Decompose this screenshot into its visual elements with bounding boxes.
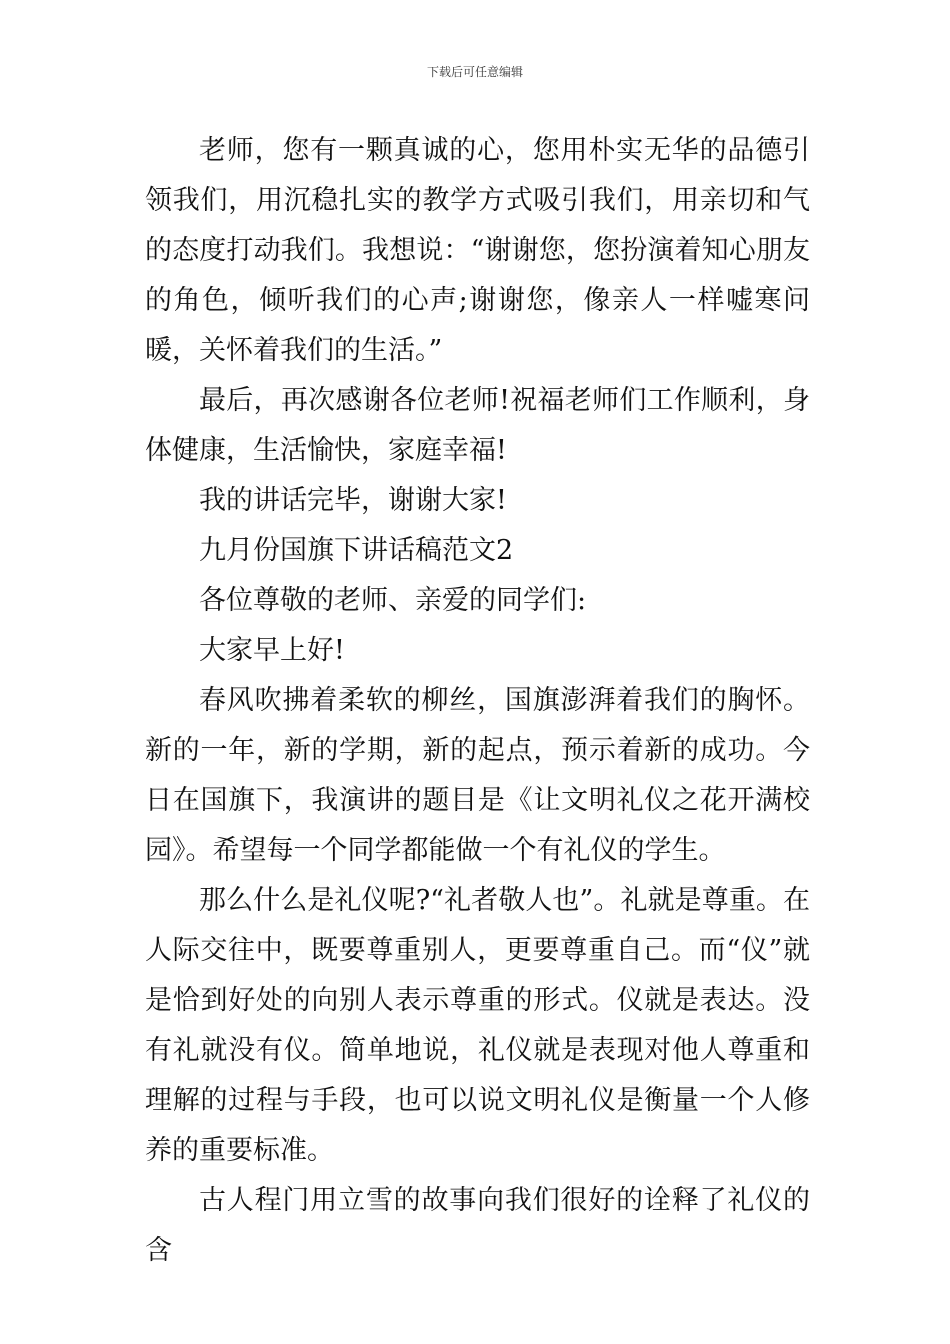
paragraph-speech-end: 我的讲话完毕，谢谢大家! [199,485,507,516]
paragraph-intro: 春风吹拂着柔软的柳丝，国旗澎湃着我们的胸怀。新的一年，新的学期，新的起点，预示着新的成功。今日在国旗下，我演讲的题目是《让文明礼仪之花开满校园》。希望每一个同学都能做一个有礼仪的学生。 [145,685,810,866]
document-body [145,126,810,1276]
paragraph-thanks-teachers: 老师，您有一颗真诚的心，您用朴实无华的品德引领我们，用沉稳扎实的教学方式吸引我们，用亲切和气的态度打动我们。我想说：“谢谢您，您扮演着知心朋友的角色，倾听我们的心声;谢谢您，像亲人一样嘘寒问暖，关怀着我们的生活。” [145,135,810,366]
salutation: 各位尊敬的老师、亲爱的同学们: [199,585,587,616]
section-title: 九月份国旗下讲话稿范文2 [199,535,514,566]
paragraph-etiquette-definition: 那么什么是礼仪呢?“礼者敬人也”。礼就是尊重。在人际交往中，既要尊重别人，更要尊重自己。而“仪”就是恰到好处的向别人表示尊重的形式。仪就是表达。没有礼就没有仪。简单地说，礼仪就是表现对他人尊重和理解的过程与手段，也可以说文明礼仪是衡量一个人修养的重要标准。 [145,885,810,1166]
paragraph-closing-wishes: 最后，再次感谢各位老师!祝福老师们工作顺利，身体健康，生活愉快，家庭幸福! [145,385,810,466]
page-header: 下载后可任意编辑 [426,65,523,79]
greeting: 大家早上好! [199,635,345,666]
paragraph-ancient-story: 古人程门用立雪的故事向我们很好的诠释了礼仪的含 [145,1185,810,1266]
